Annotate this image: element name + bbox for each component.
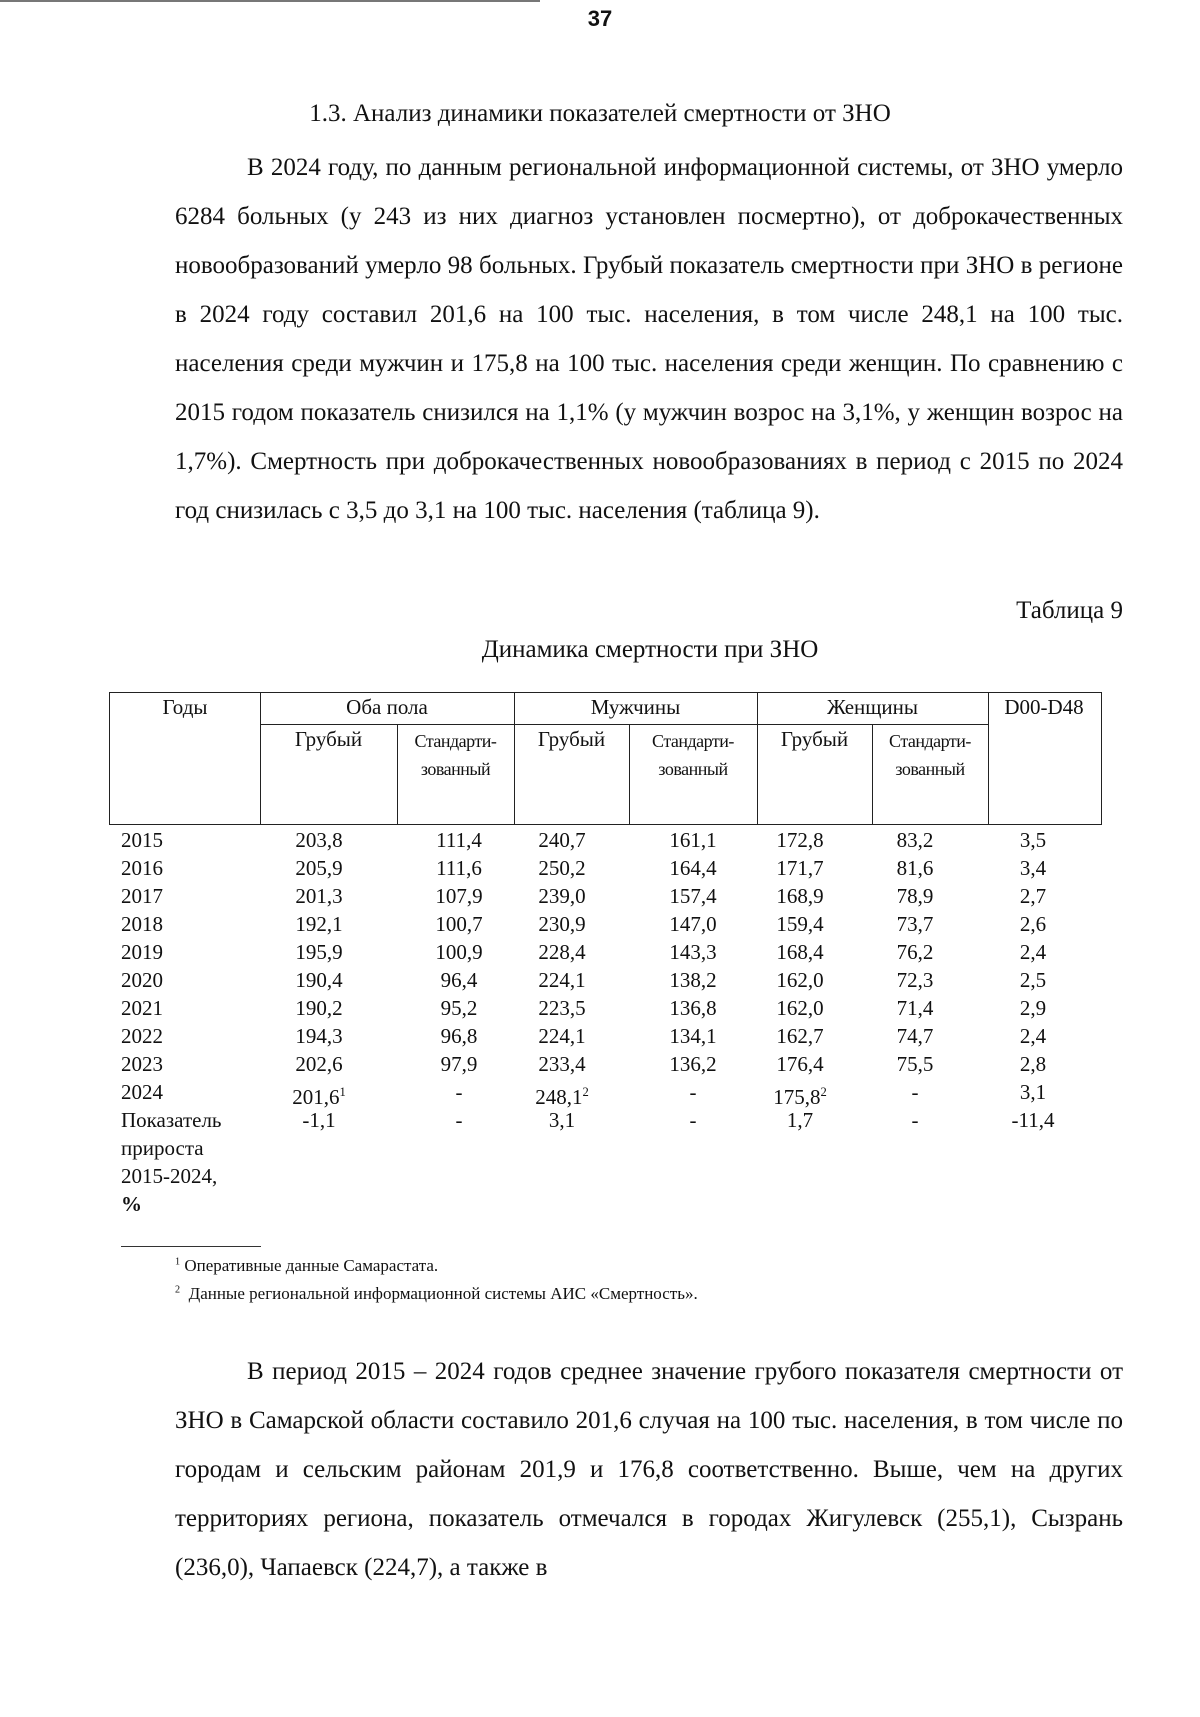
table-row: 2024 201,6$^1$ - 248,1$^2$ - 175,8$^2$ - 3,1 — [121, 1080, 1047, 1109]
footnote-2: $^2$ Данные региональной информационной системы АИС «Смертность». — [175, 1284, 698, 1303]
header-years: Годы — [162, 695, 208, 719]
footnote-1: $^1$ Оперативные данные Самарастата. — [175, 1256, 439, 1275]
paragraph-2: В период 2015 – 2024 годов среднее значение грубого показателя смертности от ЗНО в Самарской области составило 201,6 случая на 100 тыс. населения, в том числе по городам и сельским районам 201,9 и 176,8 соответственно. Выше, чем на других территориях региона, показатель отмечался в городах Жигулевск (255,1), Сызрань (236,0), Чапаевск (224,7), а также в — [175, 1358, 1123, 1581]
table-row: 2022 194,3 96,8 224,1 134,1 162,7 74,7 2,4 — [121, 1024, 1047, 1048]
table-row: 2016 205,9 111,6 250,2 164,4 171,7 81,6 3,4 — [121, 856, 1047, 880]
header-d00: D00-D48 — [1004, 695, 1084, 719]
header-both: Оба пола — [346, 695, 428, 719]
table-row: 2015 203,8 111,4 240,7 161,1 172,8 83,2 3,5 — [121, 828, 1047, 852]
paragraph-1: В 2024 году, по данным региональной информационной системы, от ЗНО умерло 6284 больных (у 243 из них диагноз установлен посмертно), от доброкачественных новообразований умерло 98 больных. Грубый показатель смертности при ЗНО в регионе в 2024 году составил 201,6 на 100 тыс. населения, в том числе 248,1 на 100 тыс. населения среди мужчин и 175,8 на 100 тыс. населения среди женщин. По сравнению с 2015 годом показатель снизился на 1,1% (у мужчин возрос на 3,1%, у женщин возрос на 1,7%). Смертность при доброкачественных новообразованиях в период с 2015 по 2024 год снизилась с 3,5 до 3,1 на 100 тыс. населения (таблица 9). — [175, 154, 1123, 524]
header-men-std: Стандарти- зованный — [652, 731, 734, 779]
page-number: 37 — [587, 6, 613, 31]
growth-label: Показатель прироста 2015-2024, % — [121, 1108, 222, 1216]
footnote-rule — [121, 1246, 261, 1247]
header-women-crude: Грубый — [780, 727, 849, 751]
table-row: 2017 201,3 107,9 239,0 157,4 168,9 78,9 2,7 — [121, 884, 1047, 908]
header-divider — [260, 724, 988, 725]
header-women: Женщины — [826, 695, 919, 719]
table-title: Динамика смертности при ЗНО — [481, 636, 819, 663]
table-row: 2019 195,9 100,9 228,4 143,3 168,4 76,2 2,4 — [121, 940, 1047, 964]
table-label: Таблица 9 — [1016, 597, 1123, 624]
header-both-crude: Грубый — [294, 727, 363, 751]
top-scan-rule — [0, 0, 540, 2]
header-men-crude: Грубый — [537, 727, 606, 751]
header-women-std: Стандарти- зованный — [889, 731, 971, 779]
table-header — [109, 692, 1102, 825]
table-body — [109, 826, 1102, 1218]
table-row: 2018 192,1 100,7 230,9 147,0 159,4 73,7 2,6 — [121, 912, 1047, 936]
header-both-std: Стандарти- зованный — [414, 731, 497, 779]
section-heading: 1.3. Анализ динамики показателей смертности от ЗНО — [309, 100, 891, 127]
table-row: 2020 190,4 96,4 224,1 138,2 162,0 72,3 2,5 — [121, 968, 1047, 992]
table-row-growth: Показатель прироста 2015-2024, % -1,1 - 3,1 - 1,7 - -11,4 — [121, 1108, 1055, 1216]
table-row: 2023 202,6 97,9 233,4 136,2 176,4 75,5 2,8 — [121, 1052, 1047, 1076]
header-men: Мужчины — [590, 695, 681, 719]
table-row: 2021 190,2 95,2 223,5 136,8 162,0 71,4 2,9 — [121, 996, 1047, 1020]
